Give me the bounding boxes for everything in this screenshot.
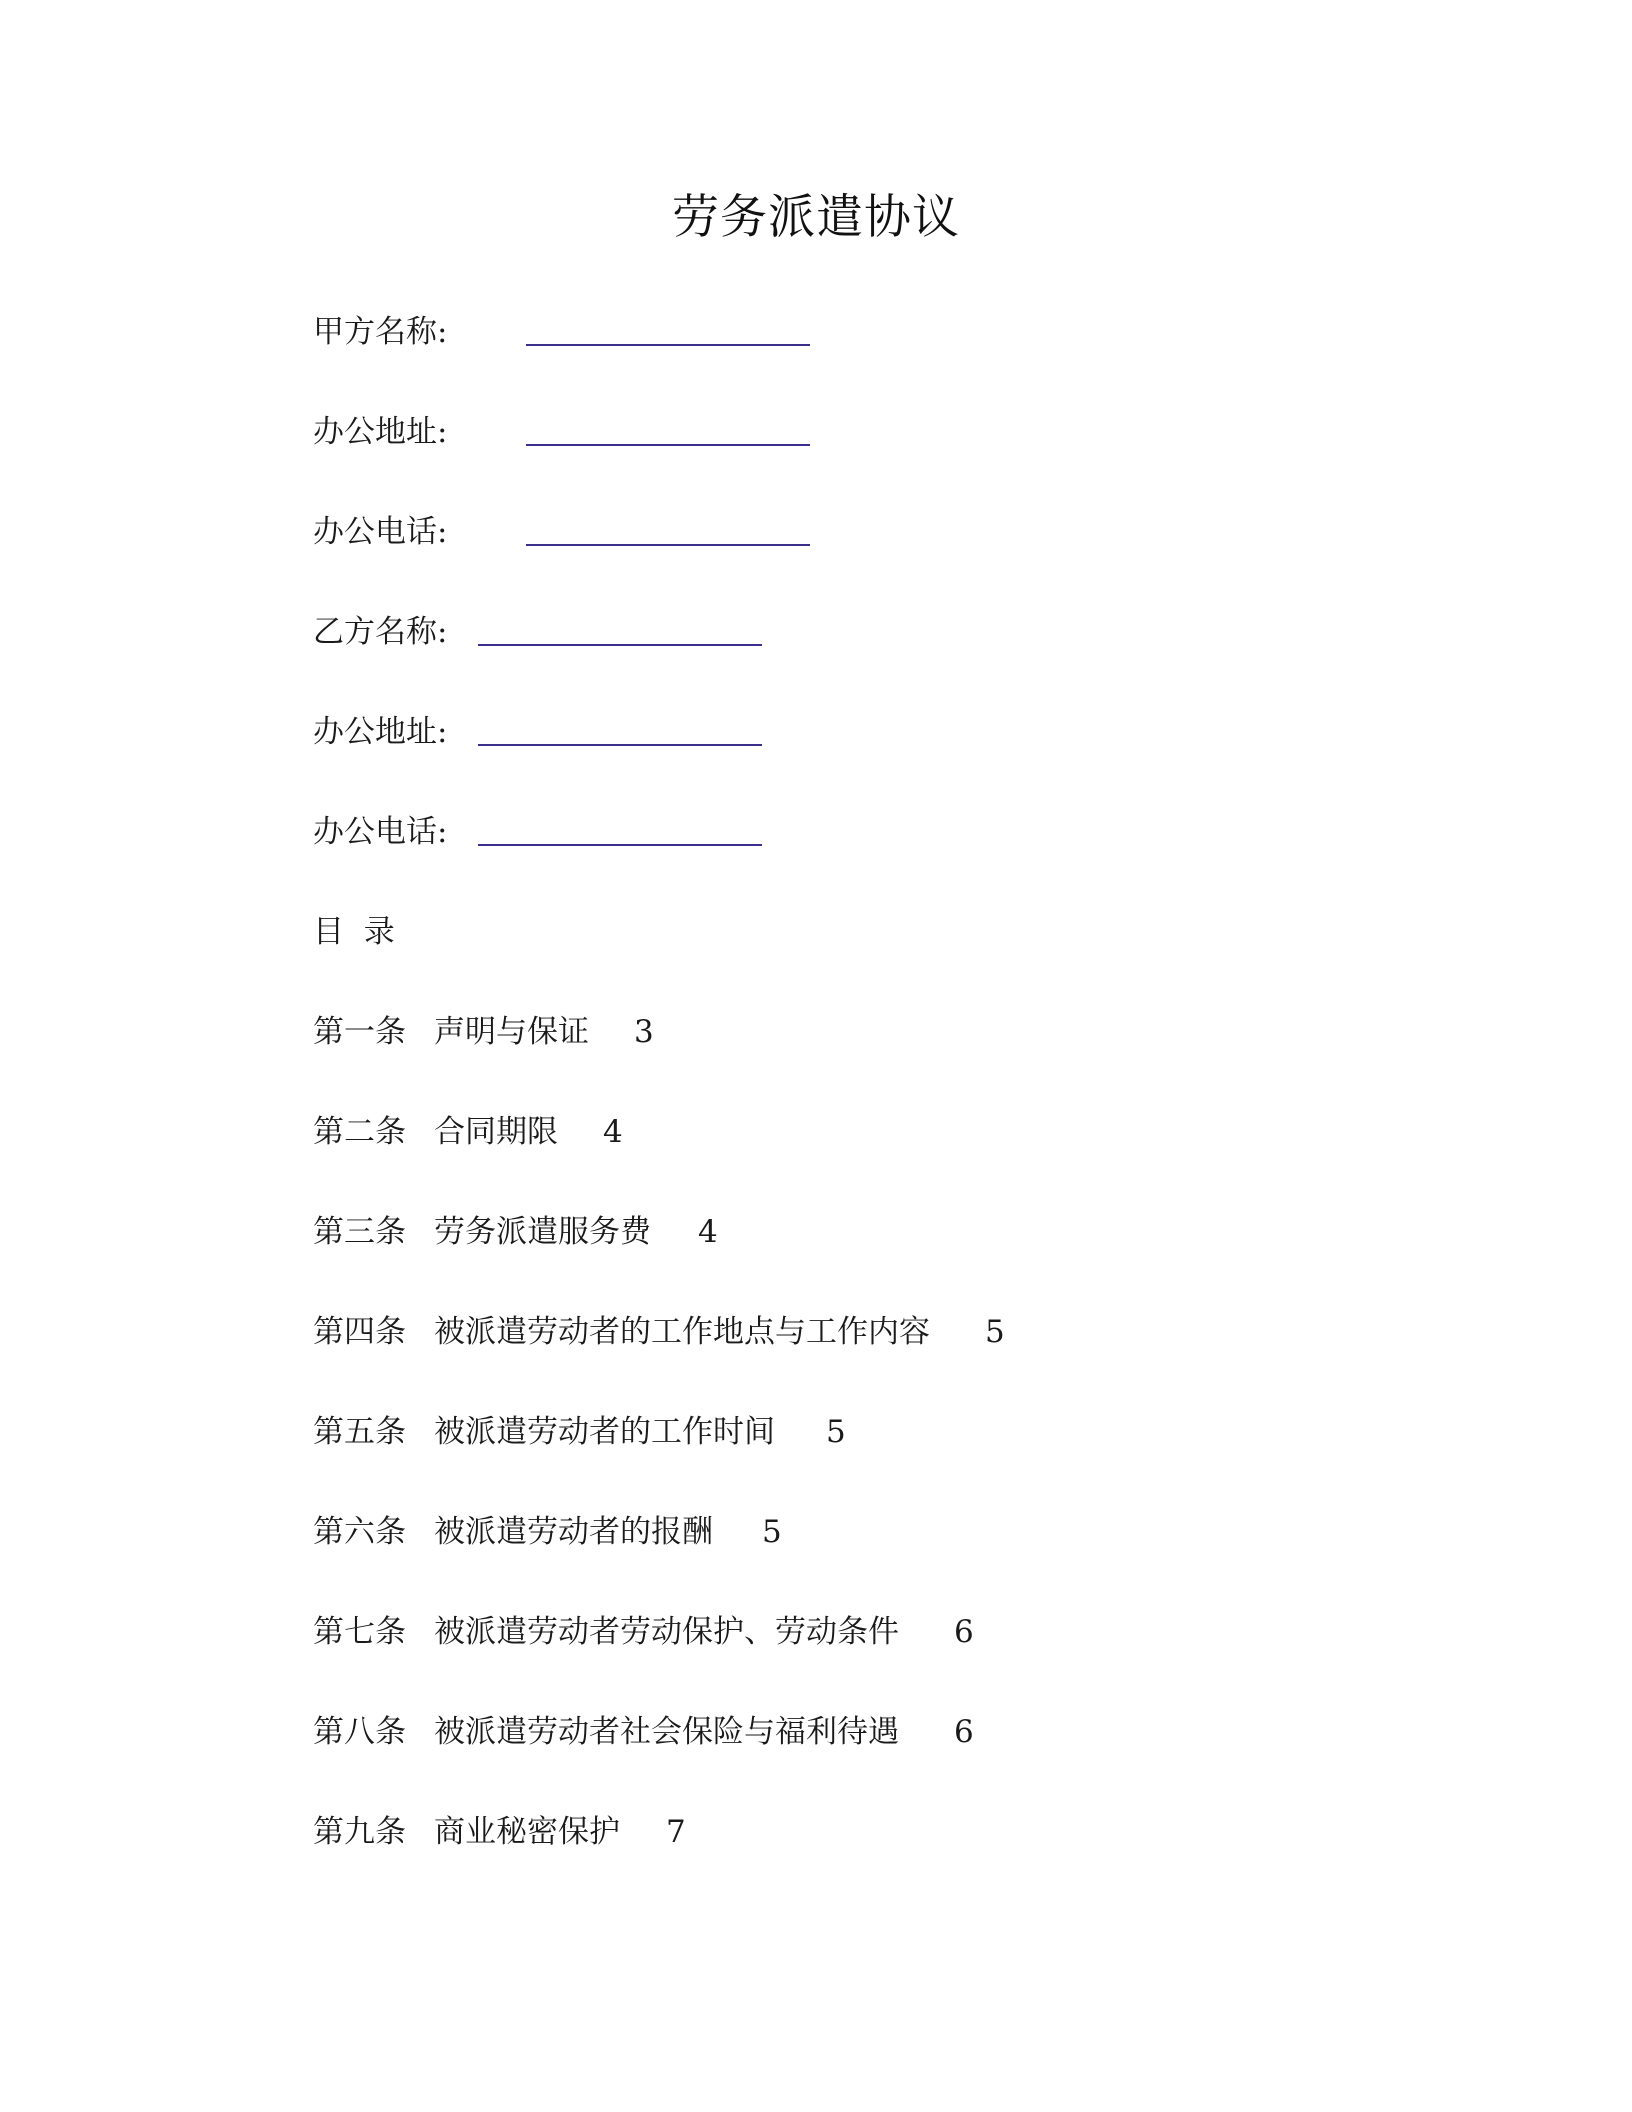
party-b-phone-label: 办公电话: [313, 814, 448, 850]
toc-entry[interactable] [313, 1712, 899, 1752]
toc-entry[interactable] [313, 1112, 558, 1152]
toc-title: 合同期限 [434, 1114, 558, 1150]
toc-title: 劳务派遣服务费 [434, 1214, 651, 1250]
document-title: 劳务派遣协议 [672, 190, 960, 245]
toc-entry[interactable] [313, 1512, 713, 1552]
party-a-name-blank [526, 344, 810, 346]
toc-page: 7 [666, 1814, 686, 1850]
toc-entry[interactable] [313, 1412, 775, 1452]
toc-entry[interactable] [313, 1612, 899, 1652]
toc-article: 第四条 [313, 1314, 406, 1350]
toc-entry[interactable] [313, 1212, 651, 1252]
toc-page: 4 [698, 1214, 718, 1250]
toc-article: 第二条 [313, 1114, 406, 1150]
toc-entry[interactable] [313, 1012, 589, 1052]
party-a-address-label: 办公地址: [313, 414, 448, 450]
toc-title: 商业秘密保护 [434, 1814, 620, 1850]
toc-article: 第七条 [313, 1614, 406, 1650]
toc-page: 6 [954, 1714, 974, 1750]
toc-page: 3 [634, 1014, 654, 1050]
toc-title: 声明与保证 [434, 1014, 589, 1050]
toc-article: 第六条 [313, 1514, 406, 1550]
toc-page: 5 [762, 1514, 782, 1550]
toc-title: 被派遣劳动者的工作地点与工作内容 [434, 1314, 930, 1350]
toc-entry[interactable] [313, 1812, 620, 1852]
party-b-address-label: 办公地址: [313, 714, 448, 750]
toc-article: 第五条 [313, 1414, 406, 1450]
toc-title: 被派遣劳动者的工作时间 [434, 1414, 775, 1450]
toc-page: 5 [985, 1314, 1005, 1350]
party-b-address-blank [478, 744, 762, 746]
toc-title: 被派遣劳动者的报酬 [434, 1514, 713, 1550]
toc-title: 被派遣劳动者劳动保护、劳动条件 [434, 1614, 899, 1650]
party-b-phone-blank [478, 844, 762, 846]
party-b-name-blank [478, 644, 762, 646]
toc-page: 5 [826, 1414, 846, 1450]
party-b-name-label: 乙方名称: [313, 614, 448, 650]
party-a-name-label: 甲方名称: [313, 314, 448, 350]
toc-article: 第八条 [313, 1714, 406, 1750]
party-a-phone-label: 办公电话: [313, 514, 448, 550]
toc-heading: 目 录 [313, 914, 395, 950]
toc-page: 4 [603, 1114, 623, 1150]
toc-entry[interactable] [313, 1312, 930, 1352]
toc-article: 第三条 [313, 1214, 406, 1250]
toc-title: 被派遣劳动者社会保险与福利待遇 [434, 1714, 899, 1750]
toc-article: 第一条 [313, 1014, 406, 1050]
toc-page: 6 [954, 1614, 974, 1650]
toc-article: 第九条 [313, 1814, 406, 1850]
party-a-phone-blank [526, 544, 810, 546]
party-a-address-blank [526, 444, 810, 446]
